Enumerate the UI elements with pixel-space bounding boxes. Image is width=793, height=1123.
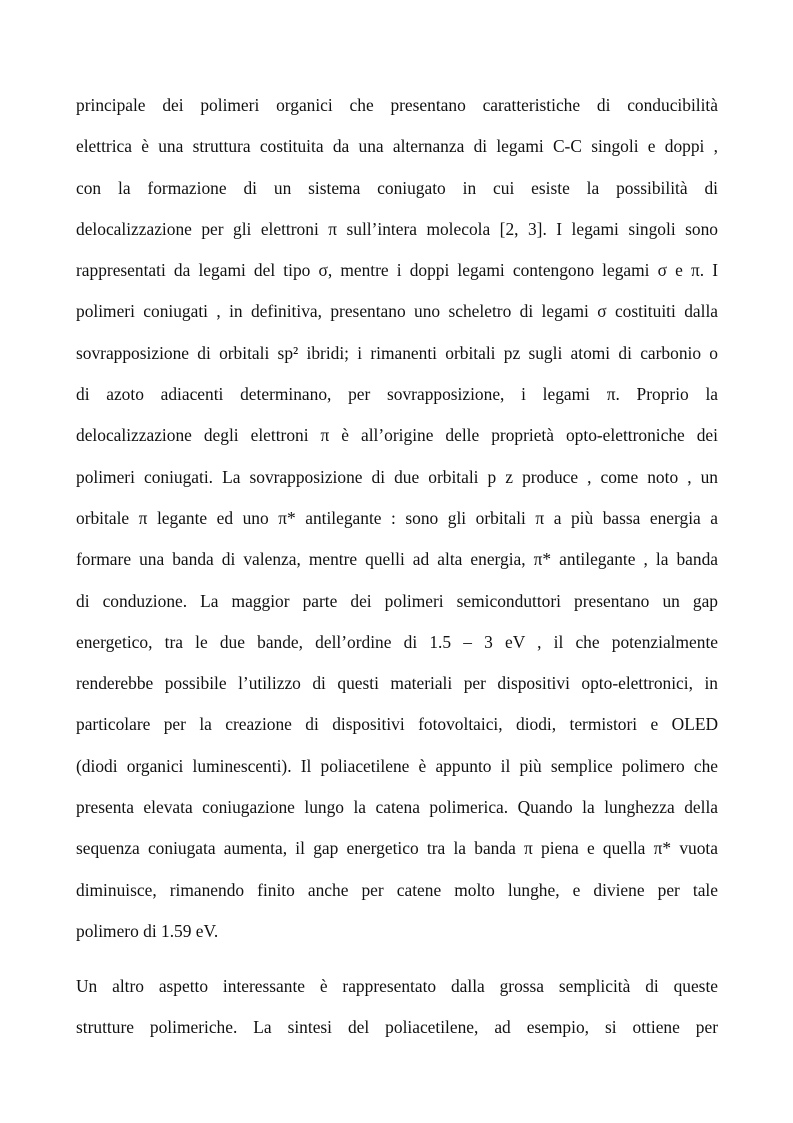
text-line: energetico, tra le due bande, dell’ordine di 1.5 – 3 eV , il che potenzialmente: [76, 631, 718, 652]
text-line: diminuisce, rimanendo finito anche per catene molto lunghe, e diviene per tale: [76, 879, 718, 900]
text-line: (diodi organici luminescenti). Il poliacetilene è appunto il più semplice polimero che: [76, 755, 718, 776]
text-line: di azoto adiacenti determinano, per sovrapposizione, i legami π. Proprio la: [76, 384, 718, 405]
text-line: Un altro aspetto interessante è rappresentato dalla grossa semplicità di queste: [76, 976, 718, 996]
text-line: delocalizzazione degli elettroni π è all’origine delle proprietà opto-elettroniche dei: [76, 425, 718, 446]
text-line: polimeri coniugati. La sovrapposizione di due orbitali p z produce , come noto , un: [76, 466, 718, 487]
text-line: orbitale π legante ed uno π* antilegante : sono gli orbitali π a più bassa energia a: [76, 507, 718, 528]
text-line: polimero di 1.59 eV.: [76, 920, 219, 941]
text-line: con la formazione di un sistema coniugato in cui esiste la possibilità di: [76, 177, 718, 198]
paragraph-1: [76, 85, 718, 952]
text-line: elettrica è una struttura costituita da una alternanza di legami C-C singoli e doppi ,: [76, 136, 718, 157]
text-line: rappresentati da legami del tipo σ, mentre i doppi legami contengono legami σ e π. I: [76, 260, 718, 281]
text-line: strutture polimeriche. La sintesi del poliacetilene, ad esempio, si ottiene per: [76, 1017, 718, 1038]
paragraph-2: [76, 966, 718, 1049]
text-line: particolare per la creazione di dispositivi fotovoltaici, diodi, termistori e OLED: [76, 714, 718, 735]
text-line: principale dei polimeri organici che presentano caratteristiche di conducibilità: [76, 95, 718, 115]
text-line: formare una banda di valenza, mentre quelli ad alta energia, π* antilegante , la banda: [76, 549, 718, 570]
text-line: presenta elevata coniugazione lungo la catena polimerica. Quando la lunghezza della: [76, 797, 718, 818]
text-line: di conduzione. La maggior parte dei polimeri semiconduttori presentano un gap: [76, 590, 718, 611]
text-line: sequenza coniugata aumenta, il gap energetico tra la banda π piena e quella π* vuota: [76, 838, 718, 859]
text-line: renderebbe possibile l’utilizzo di questi materiali per dispositivi opto-elettronici, in: [76, 673, 718, 694]
text-line: sovrapposizione di orbitali sp² ibridi; i rimanenti orbitali pz sugli atomi di carbonio o: [76, 342, 718, 363]
text-line: delocalizzazione per gli elettroni π sull’intera molecola [2, 3]. I legami singoli sono: [76, 218, 718, 239]
text-line: polimeri coniugati , in definitiva, presentano uno scheletro di legami σ costituiti dalla: [76, 301, 718, 322]
